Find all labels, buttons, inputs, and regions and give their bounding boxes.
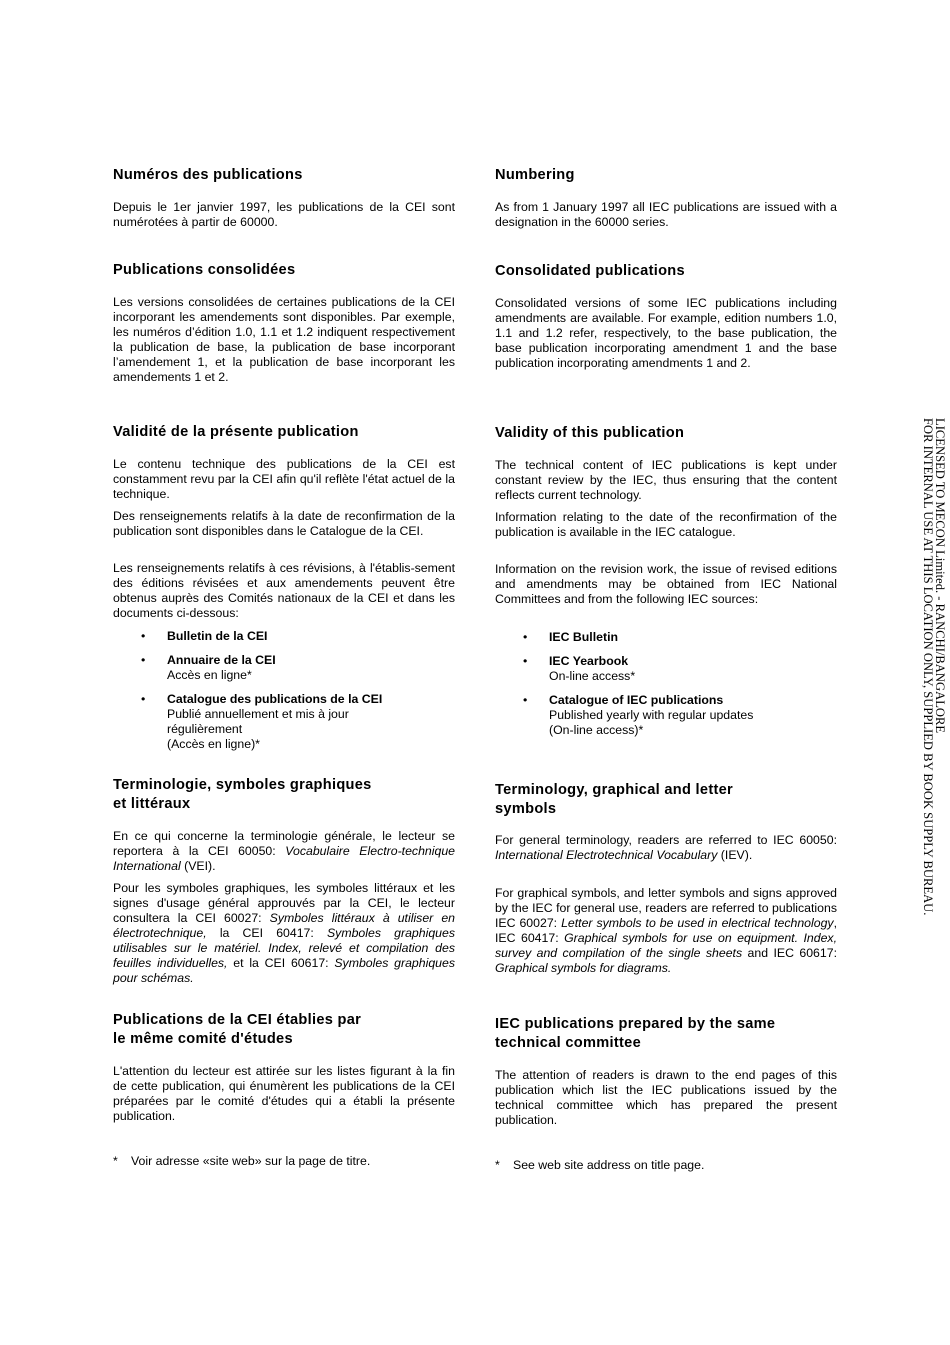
footnote-marker: * [495,1158,500,1172]
bullet-icon: • [523,630,528,644]
bullet-subtext: On-line access* [549,669,636,683]
terminology-text-2-en: For graphical symbols, and letter symbols and signs approved by the IEC for general use, readers are referred to publications IEC 60027: Letter symbols to be used in electrical technology, IEC 60417: Graphical symbols for use on equipment. Index, survey and compilation of the single sheets and IEC 60617: Graphical symbols for diagrams. [495,886,837,975]
terminology-text-1-en: For general terminology, readers are referred to IEC 60050: International Electrotechnical Vocabulary (IEV). [495,833,837,862]
validity-text-2-fr: Des renseignements relatifs à la date de reconfirmation de la publication sont disponibles dans le Catalogue de la CEI. [113,509,455,538]
section-heading-consolidated-en: Consolidated publications [495,263,685,279]
bullet-title: IEC Bulletin [549,630,619,644]
section-heading-numbering-en: Numbering [495,167,575,183]
consolidated-text-fr: Les versions consolidées de certaines publications de la CEI incorporant les amendements sont disponibles. Par exemple, les numéros d’édition 1.0, 1.1 et 1.2 indiquent respectivement la publication de base, la publication de base incorporant l’amendement 1, et la publication de base incorporant les amendements 1 et 2. [113,295,455,384]
bullet-icon: • [523,693,528,707]
section-heading-committee-en [495,1015,775,1053]
section-heading-numbering-fr: Numéros des publications [113,167,303,183]
section-heading-terminology-en [495,781,733,819]
heading-line: Terminologie, symboles graphiques [113,777,372,793]
bullet-title: IEC Yearbook [549,654,629,668]
bullet-subtext: régulièrement [167,722,243,736]
committee-text-en: The attention of readers is drawn to the end pages of this publication which list the IEC publications issued by the technical committee which has prepared the present publication. [495,1068,837,1127]
heading-line: Publications de la CEI établies par [113,1012,362,1028]
bullet-title: Catalogue des publications de la CEI [167,692,383,706]
heading-line: Terminology, graphical and letter [495,782,734,798]
license-line-2: FOR INTERNAL USE AT THIS LOCATION ONLY, SUPPLIED BY BOOK SUPPLY BUREAU. [921,418,935,916]
terminology-text-1-fr: En ce qui concerne la terminologie générale, le lecteur se reportera à la CEI 60050: Vocabulaire Electro-technique International (VEI). [113,829,455,873]
heading-line: le même comité d'études [113,1031,293,1047]
consolidated-text-en: Consolidated versions of some IEC publications including amendments are available. For example, edition numbers 1.0, 1.1 and 1.2 refer, respectively, to the base publication, the base publication incorporating amendment 1 and the base publication incorporating amendments 1 and 2. [495,296,837,370]
bullet-icon: • [141,629,146,643]
bullet-subtext: Accès en ligne* [167,668,252,682]
heading-line: et littéraux [113,796,191,812]
bullet-title: Bulletin de la CEI [167,629,268,643]
section-heading-consolidated-fr: Publications consolidées [113,262,296,278]
validity-text-1-fr: Le contenu technique des publications de la CEI est constamment revu par la CEI afin qu'il reflète l'état actuel de la technique. [113,457,455,501]
bullet-subtext: Published yearly with regular updates [549,708,754,722]
validity-text-3-fr: Les renseignements relatifs à ces révisions, à l'établis-sement des éditions révisées et aux amendements peuvent être obtenus auprès des Comités nationaux de la CEI et dans les documents ci-dessous: [113,561,455,620]
bullet-subtext: (Accès en ligne)* [167,737,260,751]
bullet-subtext: (On-line access)* [549,723,644,737]
numbering-text-fr: Depuis le 1er janvier 1997, les publications de la CEI sont numérotées à partir de 60000. [113,200,455,229]
numbering-text-en: As from 1 January 1997 all IEC publications are issued with a designation in the 60000 series. [495,200,837,229]
license-line-1: LICENSED TO MECON Limited. - RANCHI/BANGALORE [933,418,947,734]
section-heading-terminology-fr [113,776,372,814]
bullet-icon: • [141,692,146,706]
section-heading-validity-fr: Validité de la présente publication [113,424,359,440]
license-watermark [906,418,946,938]
bullet-title: Catalogue of IEC publications [549,693,724,707]
heading-line: symbols [495,801,557,817]
committee-text-fr: L'attention du lecteur est attirée sur les listes figurant à la fin de cette publication, qui énumèrent les publications de la CEI préparées par le comité d'études qui a établi la présente publication. [113,1064,455,1123]
validity-text-3-en: Information on the revision work, the issue of revised editions and amendments may be obtained from IEC National Committees and from the following IEC sources: [495,562,837,606]
heading-line: technical committee [495,1035,642,1051]
bullet-title: Annuaire de la CEI [167,653,276,667]
heading-line: IEC publications prepared by the same [495,1016,776,1032]
footnote-marker: * [113,1154,118,1168]
footnote-text: Voir adresse «site web» sur la page de titre. [131,1154,371,1168]
bullet-icon: • [523,654,528,668]
bullet-subtext: Publié annuellement et mis à jour [167,707,349,721]
bullet-icon: • [141,653,146,667]
terminology-text-2-fr: Pour les symboles graphiques, les symboles littéraux et les signes d'usage général approuvés par la CEI, le lecteur consultera la CEI 60027: Symboles littéraux à utiliser en électrotechnique, la CEI 60417: Symboles graphiques utilisables sur le matériel. Index, relevé et compilation des feuilles individuelles, et la CEI 60617: Symboles graphiques pour schémas. [113,881,455,985]
validity-text-2-en: Information relating to the date of the reconfirmation of the publication is available in the IEC catalogue. [495,510,837,539]
footnote-text: See web site address on title page. [513,1158,705,1172]
section-heading-committee-fr [113,1011,361,1049]
validity-text-1-en: The technical content of IEC publications is kept under constant review by the IEC, thus ensuring that the content reflects current technology. [495,458,837,502]
section-heading-validity-en: Validity of this publication [495,425,685,441]
